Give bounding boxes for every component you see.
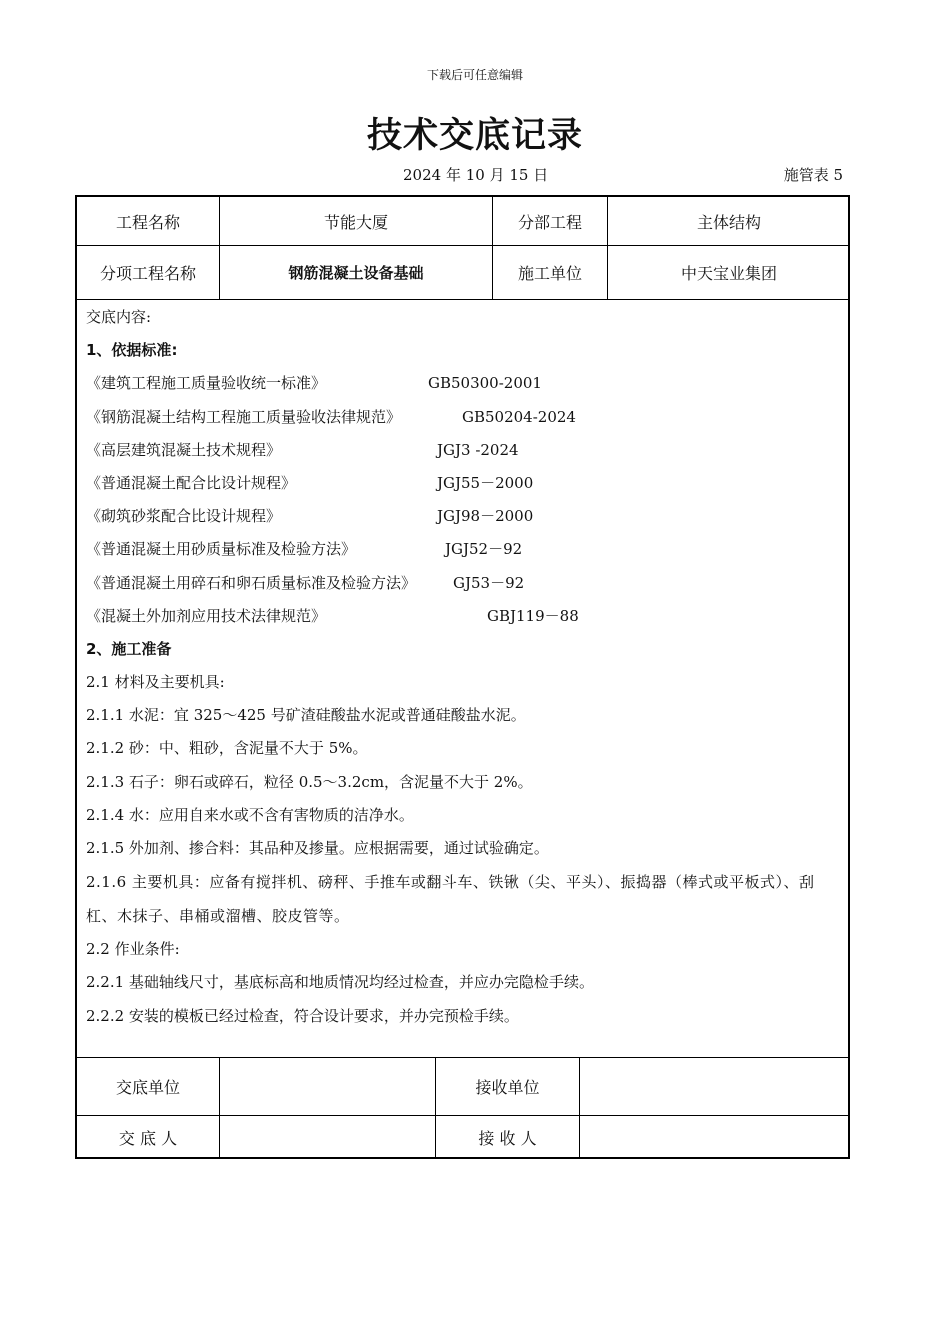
standard-name: 《普通混凝土配合比设计规程》	[86, 473, 297, 492]
standard-item	[86, 401, 841, 434]
paragraph: 2.1.2 砂：中、粗砂，含泥量不大于 5%。	[86, 739, 368, 758]
standard-item	[86, 367, 841, 400]
standard-code: GB50300-2001	[428, 374, 542, 393]
value-giver[interactable]	[220, 1116, 435, 1159]
paragraph: 2.1.1 水泥：宜 325～425 号矿渣硅酸盐水泥或普通硅酸盐水泥。	[86, 706, 526, 725]
label-subitem-name: 分项工程名称	[99, 264, 196, 283]
paragraph: 2.1 材料及主要机具:	[86, 673, 225, 692]
paragraph: 2.2 作业条件:	[86, 940, 180, 959]
standard-name: 《普通混凝土用碎石和卵石质量标准及检验方法》	[86, 573, 417, 592]
label-receiver-unit: 接收单位	[475, 1078, 540, 1097]
value-project-name: 节能大厦	[323, 212, 388, 232]
standard-name: 《钢筋混凝土结构工程施工质量验收法律规范》	[86, 407, 402, 426]
label-giver-unit: 交底单位	[115, 1078, 180, 1097]
top-note: 下载后可任意编辑	[426, 68, 523, 82]
value-contractor: 中天宝业集团	[680, 264, 777, 283]
row-divider	[77, 299, 848, 300]
content-label: 交底内容:	[86, 308, 152, 326]
standard-name: 《普通混凝土用砂质量标准及检验方法》	[86, 540, 357, 559]
standard-code: GBJ119－88	[487, 606, 579, 625]
paragraph: 2.1.5 外加剂、掺合料：其品种及掺量。应根据需要，通过试验确定。	[86, 839, 549, 857]
value-subitem-name: 钢筋混凝土设备基础	[288, 264, 424, 282]
standard-item	[86, 533, 841, 566]
paragraph: 2.2.1 基础轴线尺寸，基底标高和地质情况均经过检查，并应办完隐检手续。	[86, 973, 594, 992]
section-heading-standards: 1、依据标准:	[86, 341, 178, 360]
standard-item	[86, 434, 841, 467]
standard-name: 《高层建筑混凝土技术规程》	[86, 440, 282, 459]
paragraph: 2.1.6 主要机具：应备有搅拌机、磅秤、手推车或翻斗车、铁锹（尖、平头）、振捣器（棒式或平板式）、刮杠、木抹子、串桶或溜槽、胶皮管等。	[86, 873, 815, 926]
value-division: 主体结构	[696, 212, 761, 232]
section-heading-preparation: 2、施工准备	[86, 639, 172, 658]
standard-name: 《建筑工程施工质量验收统一标准》	[86, 374, 327, 393]
paragraph: 2.2.2 安装的模板已经过检查，符合设计要求，并办完预检手续。	[86, 1006, 519, 1025]
label-receiver: 接 收 人	[478, 1129, 537, 1148]
label-project-name: 工程名称	[115, 212, 180, 232]
standard-name: 《砌筑砂浆配合比设计规程》	[86, 507, 282, 526]
label-contractor: 施工单位	[517, 264, 582, 283]
standard-code: JGJ55－2000	[437, 473, 534, 492]
standard-item	[86, 567, 841, 600]
standard-code: GJ53－92	[453, 573, 525, 592]
standard-name: 《混凝土外加剂应用技术法律规范》	[86, 606, 327, 625]
label-giver: 交 底 人	[118, 1129, 178, 1148]
standard-item	[86, 600, 841, 633]
standard-code: JGJ98－2000	[437, 507, 534, 526]
record-table	[75, 195, 850, 1159]
paragraph: 2.1.3 石子：卵石或碎石，粒径 0.5～3.2cm，含泥量不大于 2%。	[86, 772, 533, 791]
paragraph: 2.1.4 水：应用自来水或不含有害物质的洁净水。	[86, 805, 414, 824]
form-number: 施管表 5	[783, 166, 843, 184]
briefing-content	[86, 301, 841, 1033]
standard-code: GB50204-2024	[462, 407, 576, 426]
standard-item	[86, 500, 841, 533]
label-division: 分部工程	[517, 212, 582, 232]
standard-item	[86, 467, 841, 500]
value-receiver-unit[interactable]	[580, 1058, 850, 1115]
document-date: 2024 年 10 月 15 日	[403, 166, 549, 184]
standard-code: JGJ52－92	[445, 540, 523, 559]
standard-code: JGJ3 -2024	[437, 440, 519, 459]
value-giver-unit[interactable]	[220, 1058, 435, 1115]
document-title: 技术交底记录	[366, 116, 583, 156]
value-receiver[interactable]	[580, 1116, 850, 1159]
